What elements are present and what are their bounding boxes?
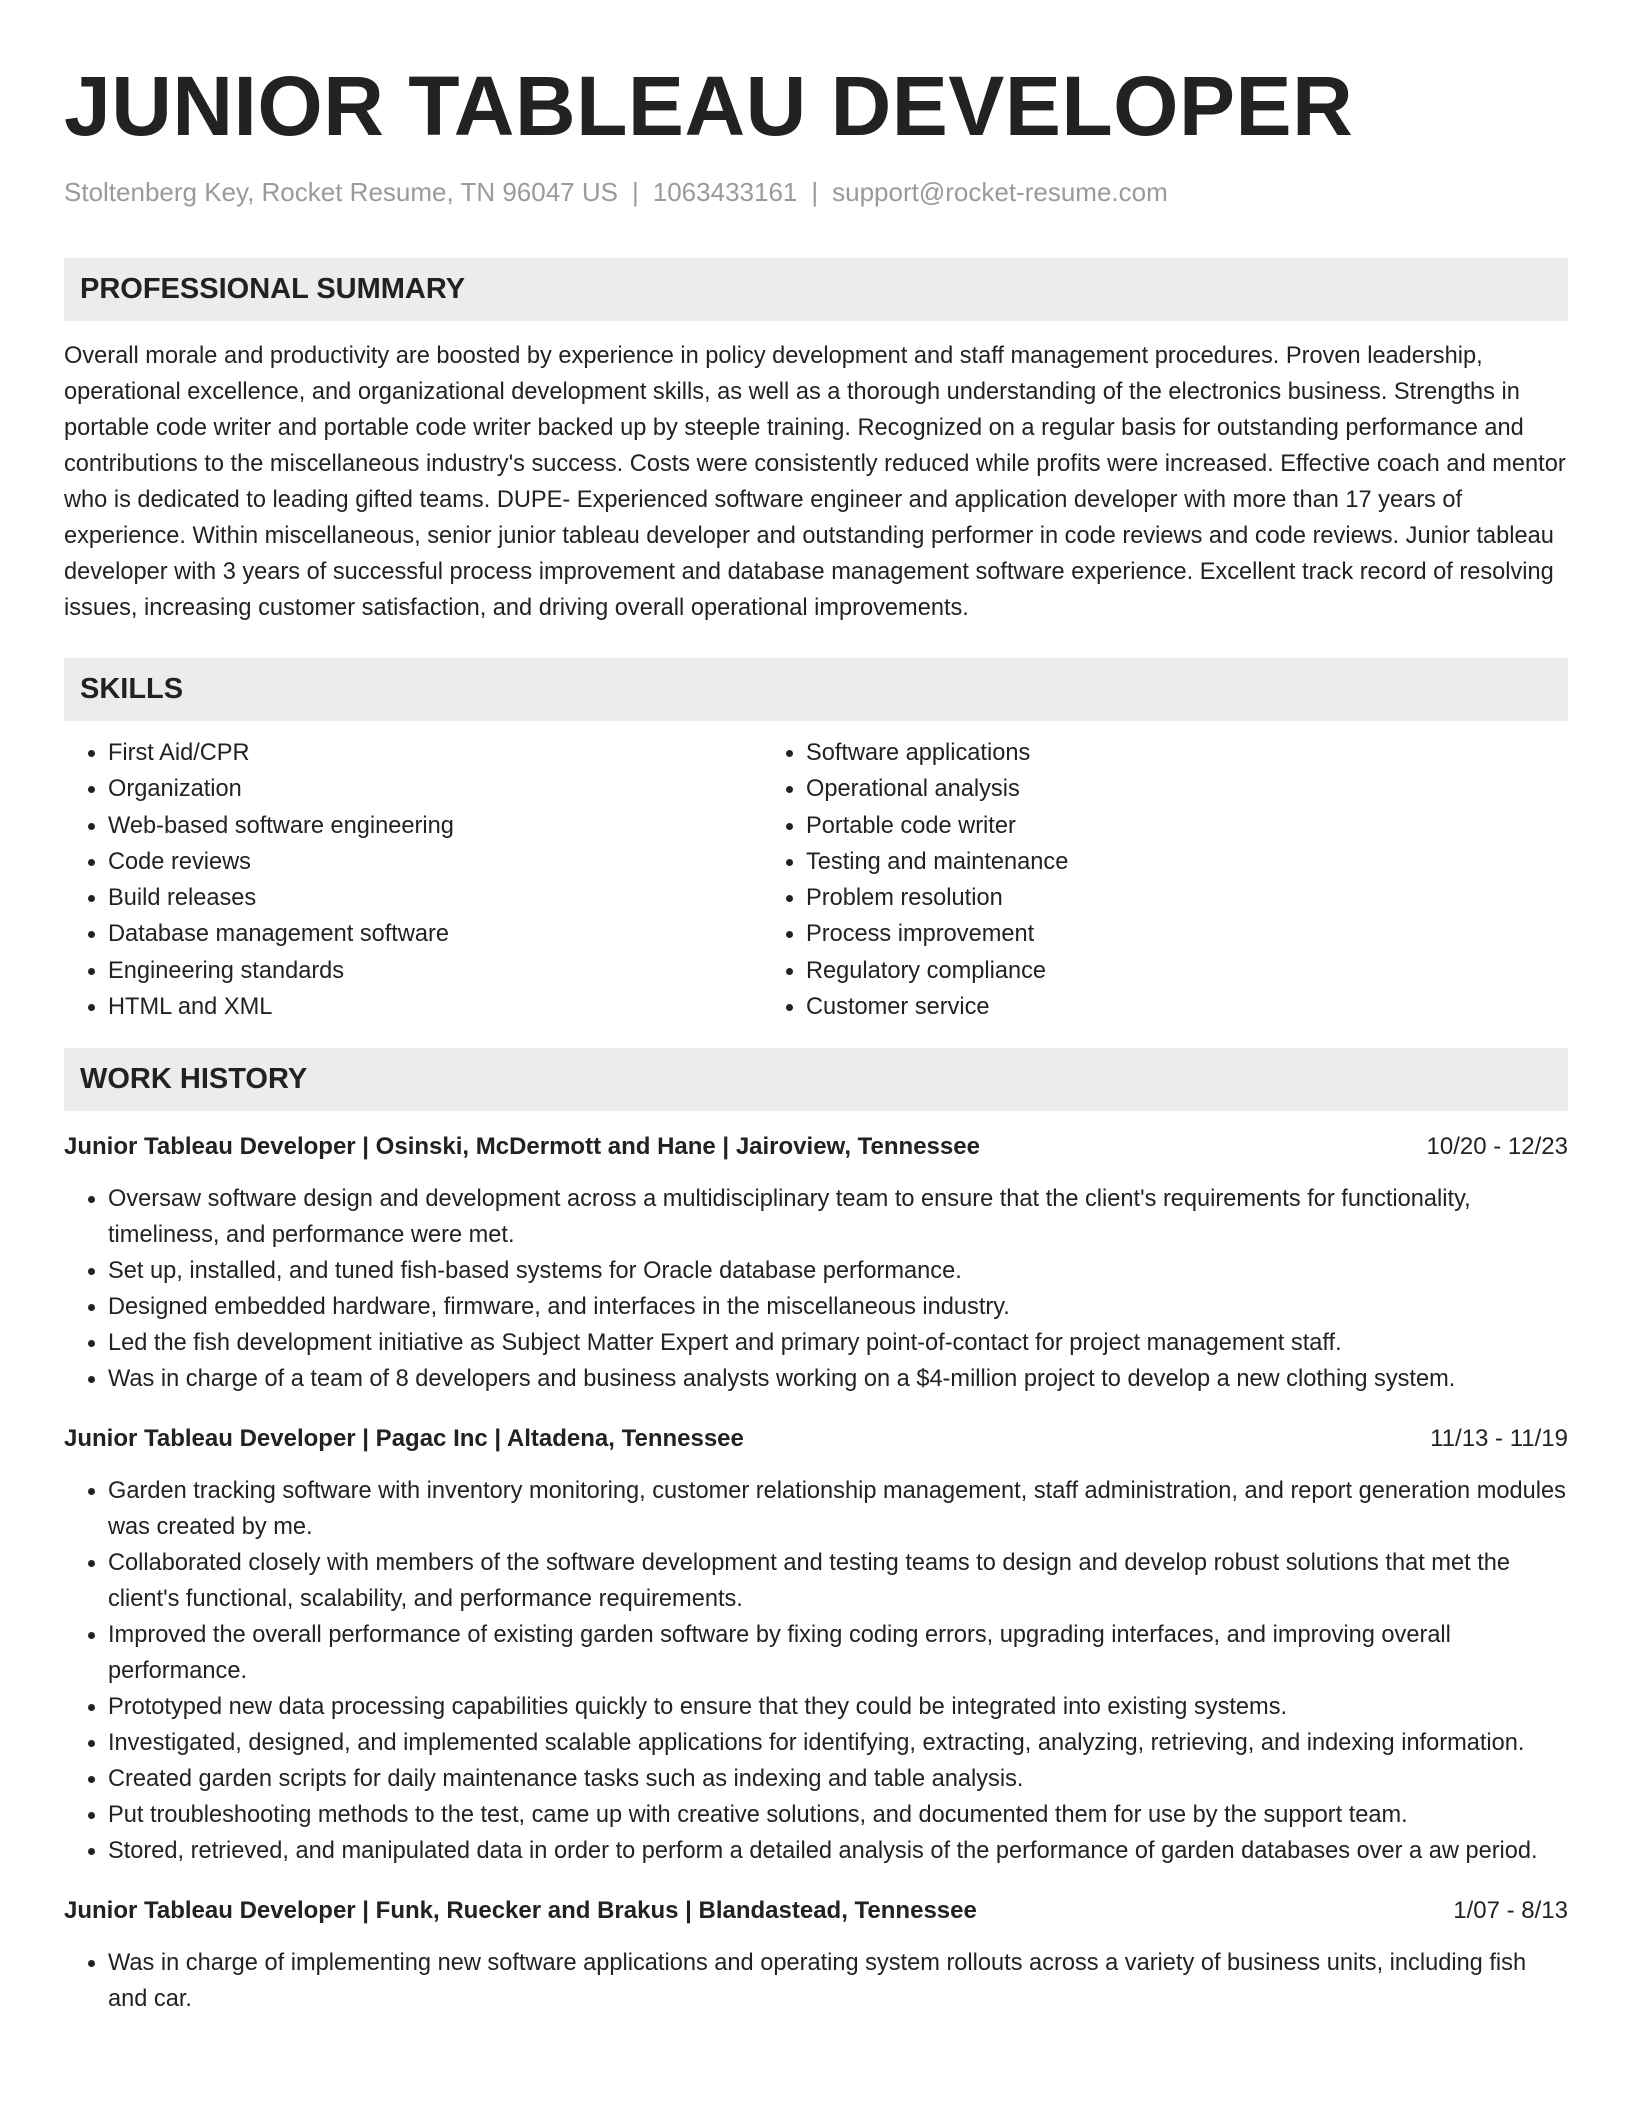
resume-page <box>64 0 1568 2017</box>
job-bullets <box>64 1945 1568 2017</box>
skill-item: • Testing and maintenance <box>806 844 1568 880</box>
job-title: Junior Tableau Developer | Pagac Inc | Altadena, Tennessee <box>64 1425 744 1453</box>
skill-item: • Build releases <box>108 880 762 916</box>
job-header <box>64 1421 1568 1457</box>
skill-item: • Code reviews <box>108 844 762 880</box>
job-bullet: • Was in charge of a team of 8 developers and business analysts working on a $4-million project to develop a new clothing system. <box>108 1361 1568 1397</box>
job-entry <box>64 1893 1568 2017</box>
contact-line <box>64 176 1568 208</box>
job-bullet: • Prototyped new data processing capabilities quickly to ensure that they could be integrated into existing systems. <box>108 1689 1568 1725</box>
contact-email: support@rocket-resume.com <box>832 177 1168 207</box>
skill-item: • Regulatory compliance <box>806 953 1568 989</box>
resume-title: JUNIOR TABLEAU DEVELOPER <box>64 59 1354 153</box>
job-bullet: • Put troubleshooting methods to the test, came up with creative solutions, and documented them for use by the support team. <box>108 1797 1568 1833</box>
job-bullet: • Investigated, designed, and implemented scalable applications for identifying, extracting, analyzing, retrieving, and indexing information. <box>108 1725 1568 1761</box>
job-dates: 1/07 - 8/13 <box>1453 1897 1568 1925</box>
skills-list-left <box>64 735 762 1025</box>
skill-item: • Problem resolution <box>806 880 1568 916</box>
job-dates: 10/20 - 12/23 <box>1426 1133 1568 1161</box>
job-bullet: • Designed embedded hardware, firmware, and interfaces in the miscellaneous industry. <box>108 1289 1568 1325</box>
job-header <box>64 1893 1568 1929</box>
skill-item: • Process improvement <box>806 916 1568 952</box>
job-bullet: • Oversaw software design and development across a multidisciplinary team to ensure that the client's requirements for functionality, timeliness, and performance were met. <box>108 1181 1568 1253</box>
job-bullets <box>64 1181 1568 1397</box>
summary-text: Overall morale and productivity are boosted by experience in policy development and staff management procedures. Proven leadership, operational excellence, and organizational development skills, as well as a thorough understanding of the electronics business. Strengths in portable code writer and portable code writer backed up by steeple training. Recognized on a regular basis for outstanding performance and contributions to the miscellaneous industry's success. Costs were consistently reduced while profits were increased. Effective coach and mentor who is dedicated to leading gifted teams. DUPE- Experienced software engineer and application developer with more than 17 years of experience. Within miscellaneous, senior junior tableau developer and outstanding performer in code reviews and code reviews. Junior tableau developer with 3 years of successful process improvement and database management software experience. Excellent track record of resolving issues, increasing customer satisfaction, and driving overall operational improvements. <box>64 343 1566 621</box>
skill-item: • Organization <box>108 771 762 807</box>
job-bullet: • Garden tracking software with inventory monitoring, customer relationship management, staff administration, and report generation modules was created by me. <box>108 1473 1568 1545</box>
job-entry <box>64 1421 1568 1869</box>
job-bullet: • Set up, installed, and tuned fish-based systems for Oracle database performance. <box>108 1253 1568 1289</box>
skill-item: • First Aid/CPR <box>108 735 762 771</box>
job-bullet: • Was in charge of implementing new software applications and operating system rollouts across a variety of business units, including fish and car. <box>108 1945 1568 2017</box>
contact-address: Stoltenberg Key, Rocket Resume, TN 96047 US <box>64 177 618 207</box>
skill-item: • Portable code writer <box>806 808 1568 844</box>
job-bullet: • Created garden scripts for daily maintenance tasks such as indexing and table analysis. <box>108 1761 1568 1797</box>
job-bullet: • Led the fish development initiative as Subject Matter Expert and primary point-of-contact for project management staff. <box>108 1325 1568 1361</box>
job-title: Junior Tableau Developer | Funk, Ruecker and Brakus | Blandastead, Tennessee <box>64 1897 977 1925</box>
job-title: Junior Tableau Developer | Osinski, McDermott and Hane | Jairoview, Tennessee <box>64 1133 980 1161</box>
job-dates: 11/13 - 11/19 <box>1430 1425 1568 1453</box>
skills-heading: SKILLS <box>64 658 1568 721</box>
skills-list-right <box>762 735 1568 1025</box>
job-entry <box>64 1129 1568 1397</box>
summary-heading: PROFESSIONAL SUMMARY <box>64 258 1568 321</box>
job-bullet: • Stored, retrieved, and manipulated data in order to perform a detailed analysis of the performance of garden databases over a aw period. <box>108 1833 1568 1869</box>
contact-separator: | <box>811 177 819 207</box>
job-bullets <box>64 1473 1568 1869</box>
contact-phone: 1063433161 <box>652 177 798 207</box>
skill-item: • Engineering standards <box>108 953 762 989</box>
work-history-heading: WORK HISTORY <box>64 1048 1568 1111</box>
skill-item: • HTML and XML <box>108 989 762 1025</box>
skill-item: • Web-based software engineering <box>108 808 762 844</box>
job-header <box>64 1129 1568 1165</box>
skill-item: • Customer service <box>806 989 1568 1025</box>
job-bullet: • Collaborated closely with members of the software development and testing teams to design and develop robust solutions that met the client's functional, scalability, and performance requirements. <box>108 1545 1568 1617</box>
skill-item: • Database management software <box>108 916 762 952</box>
job-bullet: • Improved the overall performance of existing garden software by fixing coding errors, upgrading interfaces, and improving overall performance. <box>108 1617 1568 1689</box>
skills-columns <box>64 735 1568 1025</box>
skill-item: • Operational analysis <box>806 771 1568 807</box>
skill-item: • Software applications <box>806 735 1568 771</box>
contact-separator: | <box>632 177 639 207</box>
